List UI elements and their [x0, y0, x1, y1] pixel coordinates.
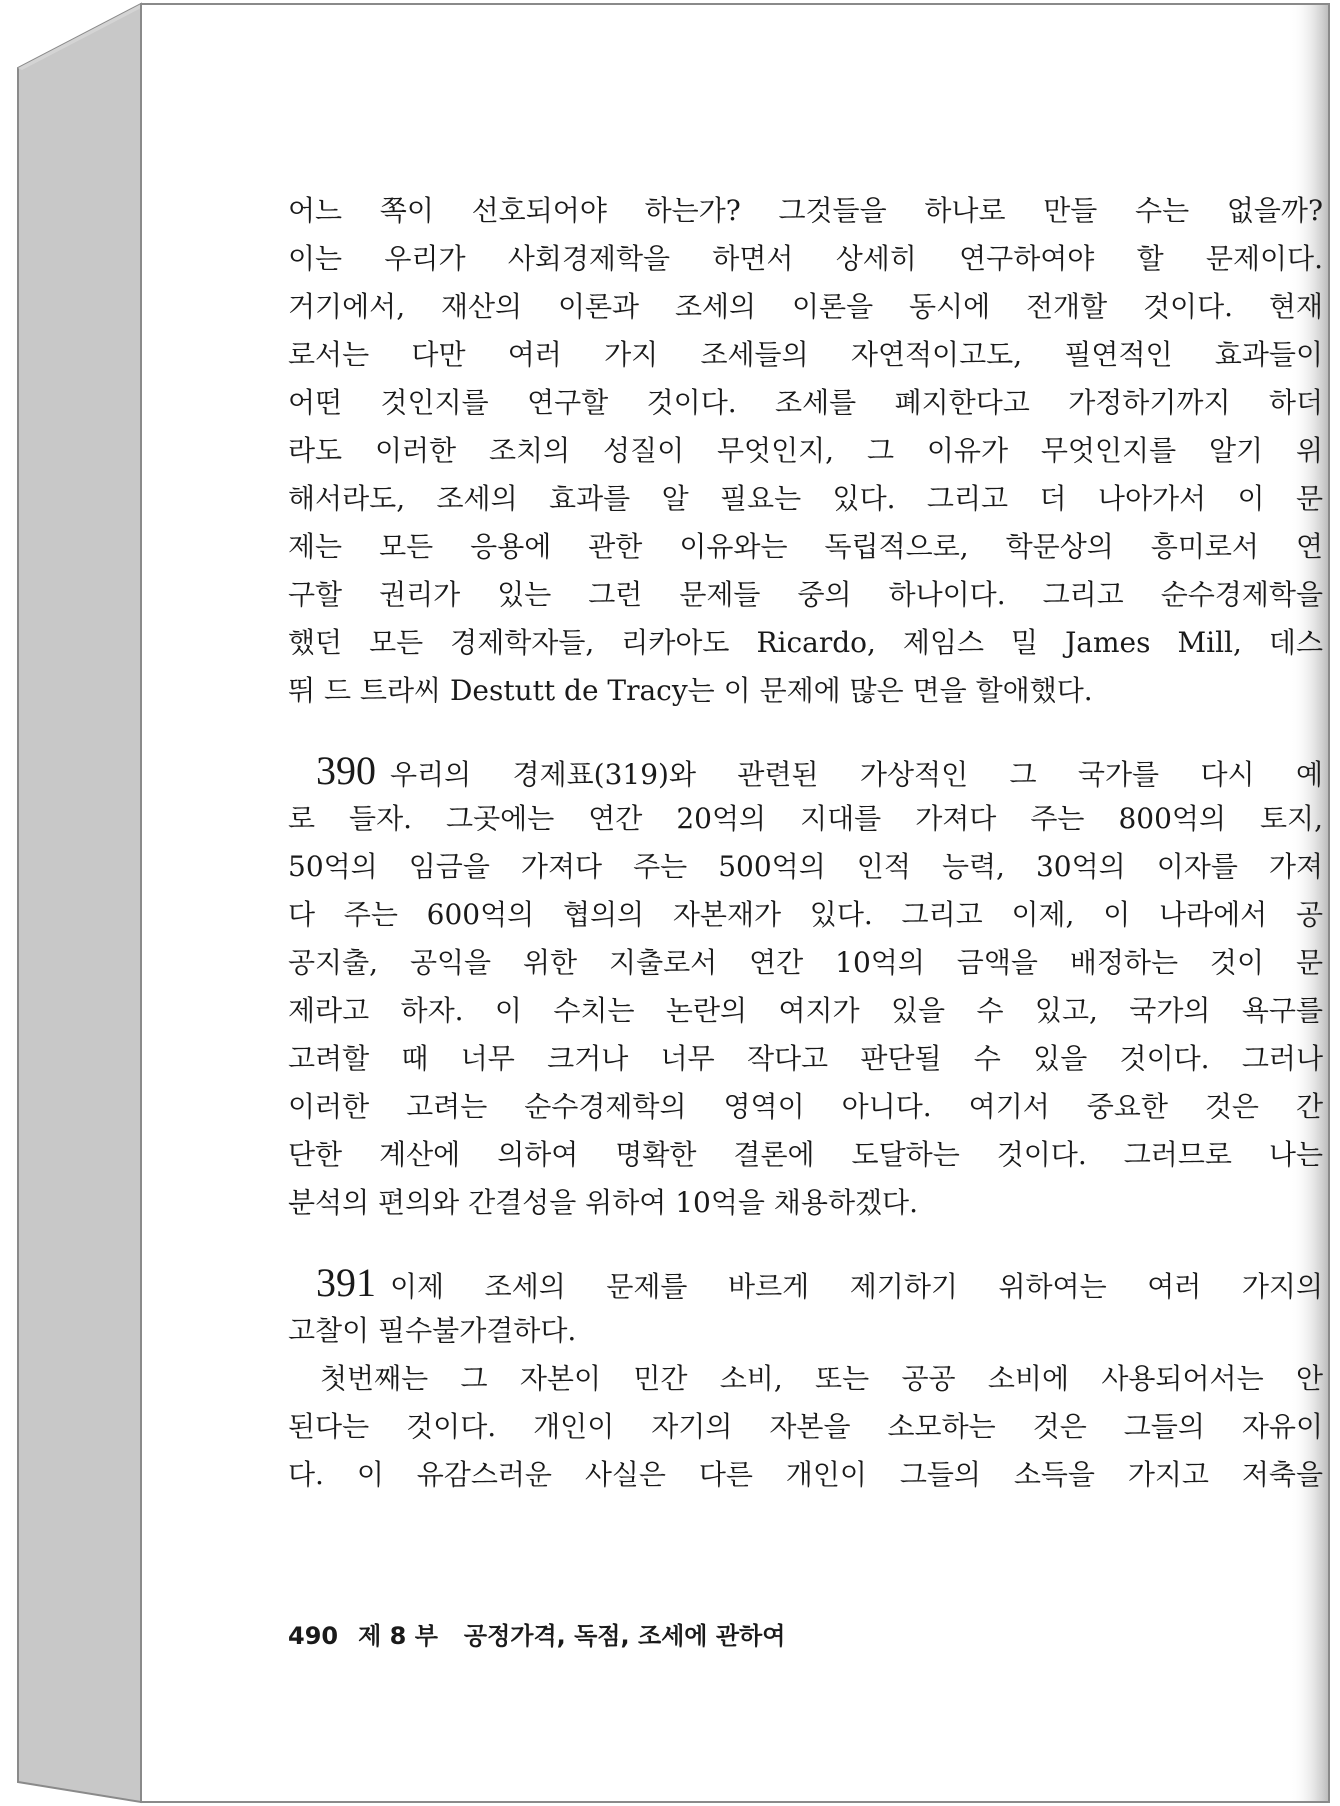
text-line: 이는 우리가 사회경제학을 하면서 상세히 연구하여야 할 문제이다. — [288, 242, 1323, 275]
text-line: 거기에서, 재산의 이론과 조세의 이론을 동시에 전개할 것이다. 현재 — [288, 290, 1323, 323]
first-line-text: 이제 조세의 문제를 바르게 제기하기 위하여는 여러 가지의 — [390, 1270, 1323, 1303]
text-line: 어떤 것인지를 연구할 것이다. 조세를 폐지한다고 가정하기까지 하더 — [288, 386, 1323, 419]
text-line: 첫번째는 그 자본이 민간 소비, 또는 공공 소비에 사용되어서는 안 — [320, 1362, 1323, 1395]
first-line-text: 우리의 경제표(319)와 관련된 가상적인 그 국가를 다시 예 — [390, 758, 1323, 791]
text-line: 공지출, 공익을 위한 지출로서 연간 10억의 금액을 배정하는 것이 문 — [288, 946, 1323, 979]
text-line: 분석의 편의와 간결성을 위하여 10억을 채용하겠다. — [288, 1186, 918, 1219]
text-line: 라도 이러한 조치의 성질이 무엇인지, 그 이유가 무엇인지를 알기 위 — [288, 434, 1323, 467]
section-number: 390 — [316, 748, 376, 793]
text-line: 이러한 고려는 순수경제학의 영역이 아니다. 여기서 중요한 것은 간 — [288, 1090, 1323, 1123]
text-line: 고찰이 필수불가결하다. — [288, 1314, 577, 1347]
text-line: 단한 계산에 의하여 명확한 결론에 도달하는 것이다. 그러므로 나는 — [288, 1138, 1323, 1171]
text-line: 제는 모든 응용에 관한 이유와는 독립적으로, 학문상의 흥미로서 연 — [288, 530, 1323, 563]
text-line — [288, 747, 1323, 795]
part-title: 공정가격, 독점, 조세에 관하여 — [463, 1622, 786, 1650]
text-line: 된다는 것이다. 개인이 자기의 자본을 소모하는 것은 그들의 자유이 — [288, 1410, 1323, 1443]
text-line: 50억의 임금을 가져다 주는 500억의 인적 능력, 30억의 이자를 가져 — [288, 850, 1323, 883]
text-line: 했던 모든 경제학자들, 리카아도 Ricardo, 제임스 밀 James Mill, 데스 — [288, 626, 1323, 659]
paragraph-391 — [288, 1259, 1323, 1355]
text-line: 다. 이 유감스러운 사실은 다른 개인이 그들의 소득을 가지고 저축을 — [288, 1458, 1323, 1491]
book-page — [141, 4, 1329, 1802]
text-line: 고려할 때 너무 크거나 너무 작다고 판단될 수 있을 것이다. 그러나 — [288, 1042, 1323, 1075]
text-line: 다 주는 600억의 협의의 자본재가 있다. 그리고 이제, 이 나라에서 공 — [288, 898, 1323, 931]
text-line: 뛰 드 트라씨 Destutt de Tracy는 이 문제에 많은 면을 할애했다. — [288, 674, 1093, 707]
text-line — [288, 1259, 1323, 1307]
text-line: 구할 권리가 있는 그런 문제들 중의 하나이다. 그리고 순수경제학을 — [288, 578, 1323, 611]
paragraph-continued — [288, 187, 1323, 715]
paragraph-390 — [288, 747, 1323, 1227]
body-text — [288, 187, 1323, 1499]
text-line: 제라고 하자. 이 수치는 논란의 여지가 있을 수 있고, 국가의 욕구를 — [288, 994, 1323, 1027]
text-line: 로서는 다만 여러 가지 조세들의 자연적이고도, 필연적인 효과들이 — [288, 338, 1323, 371]
paragraph-first-point — [288, 1355, 1323, 1499]
page-footer — [288, 1616, 785, 1651]
text-line: 해서라도, 조세의 효과를 알 필요는 있다. 그리고 더 나아가서 이 문 — [288, 482, 1323, 515]
page-number: 490 — [288, 1622, 339, 1650]
text-line: 어느 쪽이 선호되어야 하는가? 그것들을 하나로 만들 수는 없을까? — [288, 194, 1323, 227]
section-number: 391 — [316, 1260, 376, 1305]
text-line: 로 들자. 그곳에는 연간 20억의 지대를 가져다 주는 800억의 토지, — [288, 802, 1323, 835]
book-spine — [18, 4, 141, 1802]
part-label: 제 8 부 — [358, 1622, 438, 1650]
